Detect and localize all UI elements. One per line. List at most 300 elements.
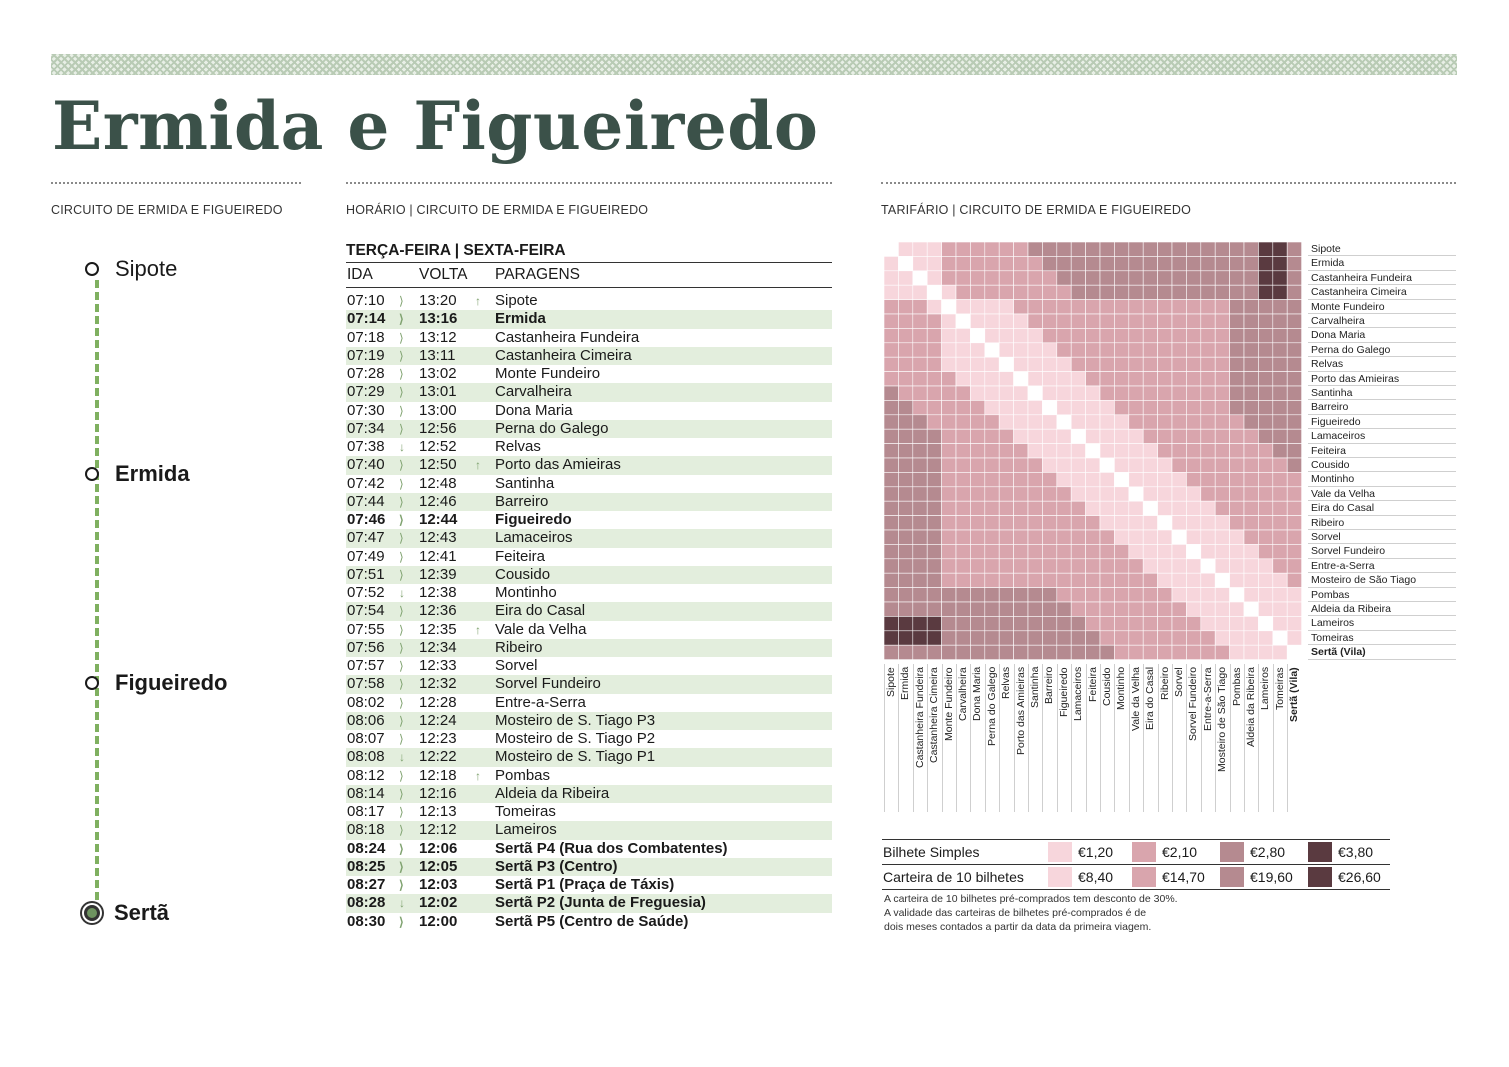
direction-marker-icon: ⟩ <box>399 878 404 892</box>
return-time: 12:24 <box>419 711 457 729</box>
fare-cell <box>1158 400 1172 414</box>
fare-cell <box>913 588 927 602</box>
departure-time: 08:14 <box>347 784 385 802</box>
fare-cell <box>1057 314 1071 328</box>
fare-cell <box>1100 372 1114 386</box>
fare-cell <box>956 314 970 328</box>
fare-cell <box>1086 501 1100 515</box>
matrix-row-label: Relvas <box>1308 357 1456 371</box>
fare-cell <box>1100 256 1114 270</box>
fare-cell <box>1071 487 1085 501</box>
fare-cell <box>1201 256 1215 270</box>
fare-cell <box>942 314 956 328</box>
fare-cell <box>1071 516 1085 530</box>
fare-cell <box>1114 343 1128 357</box>
fare-cell <box>999 530 1013 544</box>
fare-cell <box>942 343 956 357</box>
fare-cell <box>956 271 970 285</box>
timetable-row <box>346 456 832 474</box>
fare-cell <box>884 386 898 400</box>
fare-cell <box>898 559 912 573</box>
fare-cell <box>884 285 898 299</box>
fare-cell <box>985 314 999 328</box>
fare-cell <box>1042 487 1056 501</box>
fare-cell <box>1201 372 1215 386</box>
fare-cell <box>999 458 1013 472</box>
fare-cell <box>1258 472 1272 486</box>
departure-time: 08:24 <box>347 839 386 857</box>
fare-cell <box>1028 602 1042 616</box>
fare-cell <box>1014 357 1028 371</box>
fare-cell <box>884 559 898 573</box>
fare-cell <box>970 602 984 616</box>
fare-cell <box>1201 602 1215 616</box>
matrix-row-label: Monte Fundeiro <box>1308 300 1456 314</box>
fare-cell <box>1230 285 1244 299</box>
direction-marker-icon: ⟩ <box>399 421 404 436</box>
fare-cell <box>1028 285 1042 299</box>
stop-name: Sertã P3 (Centro) <box>495 857 618 875</box>
direction-marker-icon <box>475 840 495 858</box>
fare-cell <box>884 472 898 486</box>
fare-cell <box>1172 616 1186 630</box>
return-time: 12:44 <box>419 511 458 528</box>
fare-cell <box>970 314 984 328</box>
fare-cell <box>1100 285 1114 299</box>
fare-cell <box>956 386 970 400</box>
fare-cell <box>1201 300 1215 314</box>
fare-cell <box>942 631 956 645</box>
fare-cell <box>1086 458 1100 472</box>
direction-marker-icon <box>475 748 495 766</box>
fare-cell <box>1086 343 1100 357</box>
fare-cell <box>970 444 984 458</box>
fare-cell <box>1143 343 1157 357</box>
fare-cell <box>1100 242 1114 256</box>
fare-cell <box>1129 631 1143 645</box>
direction-marker-icon: ⟩ <box>399 385 404 400</box>
fare-cell <box>970 242 984 256</box>
fare-cell <box>1028 271 1042 285</box>
direction-marker-icon: ↑ <box>475 622 481 637</box>
route-stop <box>85 256 177 282</box>
fare-cell <box>1215 314 1229 328</box>
fare-cell <box>1014 602 1028 616</box>
return-time: 12:36 <box>419 602 457 620</box>
fare-cell <box>1186 472 1200 486</box>
direction-marker-icon: ⟩ <box>399 677 404 692</box>
stop-name: Sorvel Fundeiro <box>495 675 601 693</box>
fare-cell <box>1230 458 1244 472</box>
fare-cell <box>1086 530 1100 544</box>
fare-cell <box>898 314 912 328</box>
fare-cell <box>1014 429 1028 443</box>
fare-cell <box>927 516 941 530</box>
fare-cell <box>1086 616 1100 630</box>
departure-time: 07:18 <box>347 328 385 346</box>
fare-cell <box>1028 415 1042 429</box>
fare-cell <box>1086 487 1100 501</box>
fare-cell <box>1143 328 1157 342</box>
fare-cell <box>999 444 1013 458</box>
fare-cell <box>1114 602 1128 616</box>
price-row-label: Carteira de 10 bilhetes <box>883 869 1024 885</box>
fare-cell <box>999 588 1013 602</box>
return-time: 12:46 <box>419 492 457 510</box>
fare-cell <box>1244 314 1258 328</box>
fare-cell <box>1287 588 1301 602</box>
departure-time: 07:58 <box>347 675 385 693</box>
fare-cell <box>1086 573 1100 587</box>
matrix-col-label: Eira do Casal <box>1144 667 1157 731</box>
fare-cell <box>1215 357 1229 371</box>
fare-cell <box>1100 559 1114 573</box>
fare-cell <box>1086 429 1100 443</box>
fare-cell <box>884 343 898 357</box>
fare-cell <box>1215 386 1229 400</box>
fare-cell <box>1201 328 1215 342</box>
fare-cell <box>1273 314 1287 328</box>
fare-cell <box>1273 285 1287 299</box>
fare-cell <box>898 487 912 501</box>
fare-cell <box>1129 415 1143 429</box>
stop-name: Sertã P5 (Centro de Saúde) <box>495 912 689 930</box>
direction-marker-icon: ⟩ <box>399 567 404 582</box>
return-time: 12:48 <box>419 474 457 492</box>
fare-cell <box>1057 429 1071 443</box>
fare-cell <box>1057 573 1071 587</box>
fare-cell <box>985 645 999 659</box>
fare-cell <box>956 458 970 472</box>
fare-cell <box>1244 602 1258 616</box>
fare-cell <box>1215 415 1229 429</box>
direction-marker-icon: ⟩ <box>399 914 404 929</box>
fare-cell <box>1186 602 1200 616</box>
fare-cell <box>970 372 984 386</box>
matrix-col-divider <box>927 664 928 812</box>
fare-cell <box>1028 516 1042 530</box>
fare-cell <box>942 530 956 544</box>
fare-cell <box>1071 602 1085 616</box>
return-time: 12:52 <box>419 438 457 455</box>
fare-cell <box>1014 544 1028 558</box>
fare-cell <box>884 357 898 371</box>
fare-cell <box>927 645 941 659</box>
fare-cell <box>1057 602 1071 616</box>
fare-cell <box>970 285 984 299</box>
fare-cell <box>942 400 956 414</box>
direction-marker-icon: ⟩ <box>399 841 404 856</box>
fare-cell <box>1100 573 1114 587</box>
direction-marker-icon <box>475 602 495 620</box>
fare-cell <box>1042 645 1056 659</box>
fare-cell <box>1287 559 1301 573</box>
fare-cell <box>1028 343 1042 357</box>
fare-cell <box>942 544 956 558</box>
direction-marker-icon: ⟩ <box>399 768 404 783</box>
fare-cell <box>999 357 1013 371</box>
return-time: 13:11 <box>419 346 456 364</box>
departure-time: 08:07 <box>347 730 385 747</box>
stop-name: Tomeiras <box>495 803 556 820</box>
matrix-col-label: Entre-a-Serra <box>1201 667 1214 731</box>
fare-cell <box>1287 616 1301 630</box>
fare-cell <box>1273 588 1287 602</box>
fare-cell <box>1057 559 1071 573</box>
fare-cell <box>1057 271 1071 285</box>
fare-cell <box>1143 602 1157 616</box>
direction-marker-icon <box>475 511 495 529</box>
fare-cell <box>1215 501 1229 515</box>
departure-time: 08:12 <box>347 766 385 784</box>
direction-marker-icon: ⟩ <box>399 732 404 746</box>
fare-cell <box>1014 372 1028 386</box>
fare-cell <box>1114 357 1128 371</box>
fare-cell <box>898 386 912 400</box>
fare-cell <box>985 501 999 515</box>
fare-cell <box>884 300 898 314</box>
matrix-col-label: Cousido <box>1101 667 1113 706</box>
direction-marker-icon <box>475 493 495 511</box>
direction-marker-icon: ⟩ <box>399 494 404 509</box>
header-pattern-band <box>51 54 1457 75</box>
return-time: 12:35 <box>419 620 457 638</box>
fare-cell <box>1258 357 1272 371</box>
fare-cell <box>1042 256 1056 270</box>
departure-time: 07:51 <box>347 565 385 583</box>
fare-cell <box>1186 458 1200 472</box>
fare-cell <box>1028 328 1042 342</box>
matrix-row-label: Castanheira Fundeira <box>1308 271 1456 285</box>
fare-cell <box>898 429 912 443</box>
fare-cell <box>1086 256 1100 270</box>
fare-cell <box>1258 530 1272 544</box>
fare-cell <box>1042 616 1056 630</box>
fare-cell <box>1143 472 1157 486</box>
fare-cell <box>913 645 927 659</box>
fare-cell <box>1287 530 1301 544</box>
fare-cell <box>1258 242 1272 256</box>
fare-cell <box>1086 544 1100 558</box>
fare-cell <box>1258 487 1272 501</box>
direction-marker-icon: ⟩ <box>399 294 404 308</box>
fare-cell <box>1186 544 1200 558</box>
fare-cell <box>999 400 1013 414</box>
fare-cell <box>1201 559 1215 573</box>
fare-cell <box>1014 300 1028 314</box>
departure-time: 07:14 <box>347 310 386 328</box>
direction-marker-icon <box>475 420 495 438</box>
fare-cell <box>898 256 912 270</box>
fare-cell <box>999 602 1013 616</box>
fare-cell <box>1100 472 1114 486</box>
fare-cell <box>1172 314 1186 328</box>
departure-time: 08:27 <box>347 876 386 893</box>
fare-cell <box>1230 602 1244 616</box>
fare-cell <box>1287 285 1301 299</box>
fare-cell <box>1244 444 1258 458</box>
return-time: 12:05 <box>419 857 458 875</box>
fare-cell <box>1186 357 1200 371</box>
matrix-col-label: Castanheira Fundeira <box>913 667 926 768</box>
fare-cell <box>927 242 941 256</box>
fare-cell <box>970 429 984 443</box>
fare-note <box>884 892 1244 934</box>
fare-cell <box>1158 415 1172 429</box>
fare-cell <box>985 544 999 558</box>
fare-cell <box>913 487 927 501</box>
fare-cell <box>1287 458 1301 472</box>
fare-cell <box>1158 573 1172 587</box>
fare-cell <box>956 559 970 573</box>
fare-cell <box>1129 544 1143 558</box>
direction-marker-icon <box>475 821 495 839</box>
fare-cell <box>898 616 912 630</box>
matrix-col-divider <box>1287 664 1288 812</box>
fare-cell <box>1042 631 1056 645</box>
route-stop-name: Figueiredo <box>115 670 228 695</box>
return-time: 12:39 <box>419 565 457 583</box>
fare-cell <box>898 271 912 285</box>
fare-cell <box>1287 516 1301 530</box>
fare-cell <box>1057 616 1071 630</box>
fare-cell <box>884 444 898 458</box>
return-time: 12:28 <box>419 693 457 711</box>
fare-cell <box>1071 372 1085 386</box>
departure-time: 07:54 <box>347 602 385 620</box>
fare-cell <box>999 501 1013 515</box>
fare-cell <box>1244 372 1258 386</box>
direction-marker-icon: ⟩ <box>399 312 404 327</box>
return-time: 12:41 <box>419 547 457 565</box>
fare-cell <box>1014 256 1028 270</box>
matrix-col-label: Aldeia da Ribeira <box>1245 667 1257 747</box>
timetable-row <box>346 493 832 511</box>
stop-name: Feiteira <box>495 547 546 565</box>
fare-cell <box>1230 530 1244 544</box>
fare-cell <box>1071 328 1085 342</box>
fare-cell <box>1129 429 1143 443</box>
direction-marker-icon: ⟩ <box>399 476 404 491</box>
fare-cell <box>1143 300 1157 314</box>
fare-cell <box>927 444 941 458</box>
fare-cell <box>1230 300 1244 314</box>
fare-cell <box>1071 588 1085 602</box>
fare-cell <box>1028 544 1042 558</box>
fare-cell <box>1158 271 1172 285</box>
fare-cell <box>1230 256 1244 270</box>
fare-cell <box>1158 458 1172 472</box>
fare-cell <box>1186 400 1200 414</box>
departure-time: 07:44 <box>347 492 385 510</box>
fare-cell <box>1287 501 1301 515</box>
fare-cell <box>927 300 941 314</box>
fare-cell <box>1129 530 1143 544</box>
fare-cell <box>927 472 941 486</box>
timetable-body <box>346 292 832 931</box>
fare-cell <box>1287 357 1301 371</box>
matrix-col-divider <box>1042 664 1043 812</box>
fare-cell <box>1114 544 1128 558</box>
fare-cell <box>1186 487 1200 501</box>
matrix-row-label: Montinho <box>1308 472 1456 486</box>
fare-cell <box>1215 645 1229 659</box>
fare-cell <box>942 300 956 314</box>
fare-cell <box>913 458 927 472</box>
direction-marker-icon: ↑ <box>475 458 481 473</box>
fare-cell <box>1071 458 1085 472</box>
fare-cell <box>927 343 941 357</box>
fare-cell <box>1287 444 1301 458</box>
fare-cell <box>1114 588 1128 602</box>
fare-cell <box>942 487 956 501</box>
return-time: 13:00 <box>419 401 457 419</box>
fare-cell <box>1086 559 1100 573</box>
stop-marker-icon <box>85 262 99 276</box>
direction-marker-icon: ⟩ <box>399 513 404 527</box>
direction-marker-icon: ⟩ <box>399 604 404 619</box>
fare-cell <box>1042 444 1056 458</box>
fare-cell <box>1014 559 1028 573</box>
matrix-col-divider <box>1215 664 1216 812</box>
fare-cell <box>970 400 984 414</box>
fare-cell <box>1258 386 1272 400</box>
fare-cell <box>1230 501 1244 515</box>
fare-cell <box>1258 343 1272 357</box>
fare-cell <box>1114 458 1128 472</box>
fare-cell <box>1258 429 1272 443</box>
fare-cell <box>898 516 912 530</box>
stop-name: Porto das Amieiras <box>495 456 621 474</box>
timetable-row <box>346 602 832 620</box>
fare-cell <box>1230 372 1244 386</box>
timetable-row <box>346 730 832 748</box>
stop-name: Cousido <box>495 565 551 583</box>
fare-cell <box>1172 588 1186 602</box>
fare-cell <box>956 530 970 544</box>
direction-marker-icon <box>475 712 495 730</box>
swatch-tier-4 <box>1308 867 1332 887</box>
fare-note-line: A validade das carteiras de bilhetes pré-comprados é de <box>884 907 1147 919</box>
fare-cell <box>1114 314 1128 328</box>
fare-cell <box>1100 631 1114 645</box>
fare-cell <box>1086 314 1100 328</box>
fare-cell <box>898 458 912 472</box>
fare-cell <box>1244 501 1258 515</box>
timetable-row <box>346 420 832 438</box>
fare-cell <box>999 300 1013 314</box>
fare-cell <box>1158 314 1172 328</box>
fare-cell <box>1172 444 1186 458</box>
departure-time: 08:06 <box>347 711 385 729</box>
fare-cell <box>1172 271 1186 285</box>
fare-cell <box>1230 559 1244 573</box>
direction-marker-icon <box>475 675 495 693</box>
fare-cell <box>927 415 941 429</box>
fare-cell <box>999 271 1013 285</box>
fare-cell <box>913 328 927 342</box>
fare-cell <box>1186 343 1200 357</box>
fare-cell <box>942 602 956 616</box>
fare-cell <box>884 372 898 386</box>
fare-cell <box>1042 328 1056 342</box>
fare-cell <box>1071 400 1085 414</box>
fare-cell <box>1143 530 1157 544</box>
fare-cell <box>1201 544 1215 558</box>
fare-cell <box>1230 386 1244 400</box>
fare-cell <box>985 400 999 414</box>
fare-cell <box>1028 372 1042 386</box>
